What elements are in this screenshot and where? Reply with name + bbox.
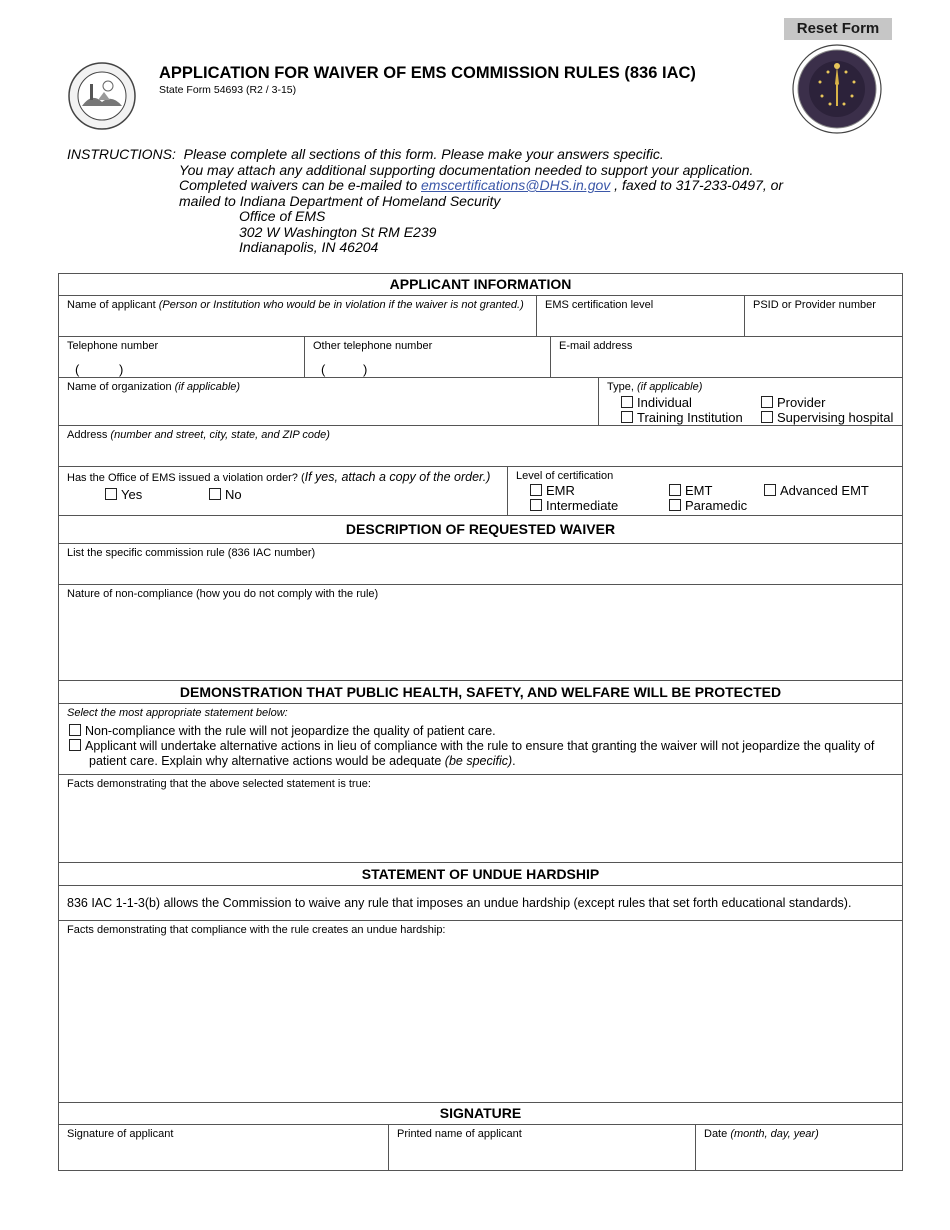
type-individual-option[interactable]: Individual	[621, 395, 692, 410]
statement-option-2[interactable]: Applicant will undertake alternative actions in lieu of compliance with the rule to ensure that granting the waiver will not jeopardize the quality of	[69, 739, 874, 754]
type-training-option[interactable]: Training Institution	[621, 410, 743, 425]
organization-field[interactable]: Name of organization (if applicable)	[59, 378, 599, 425]
checkbox[interactable]	[530, 484, 542, 496]
commission-rule-field[interactable]: List the specific commission rule (836 IAC number)	[59, 544, 902, 585]
section-description: DESCRIPTION OF REQUESTED WAIVER	[59, 516, 902, 544]
name-of-applicant-field[interactable]: Name of applicant (Person or Institution who would be in violation if the waiver is not granted.)	[59, 296, 537, 336]
instructions-line2: You may attach any additional supporting documentation needed to support your application.	[179, 162, 754, 178]
cert-emr-option[interactable]: EMR	[530, 483, 575, 498]
checkbox[interactable]	[530, 499, 542, 511]
violation-order-field: Has the Office of EMS issued a violation order? (If yes, attach a copy of the order.) Yes No	[59, 467, 508, 515]
instructions-line4: mailed to Indiana Department of Homeland Security	[179, 193, 501, 209]
checkbox[interactable]	[69, 724, 81, 736]
indiana-state-seal-icon	[68, 62, 136, 130]
form-title: APPLICATION FOR WAIVER OF EMS COMMISSION RULES (836 IAC)	[159, 64, 696, 82]
statement-select-area: Select the most appropriate statement below: Non-compliance with the rule will not jeopardize the quality of patient care. Applicant will undertake alternative actions in lieu of compliance with the rule to ensure that granting the waiver will not jeopardize the quality of patient care. Explain why alternative actions would be adequate (be specific).	[59, 704, 902, 775]
statement-option-2-cont: patient care. Explain why alternative actions would be adequate (be specific).	[89, 754, 516, 768]
row-organization	[59, 378, 902, 426]
checkbox[interactable]	[621, 396, 633, 408]
cert-emt-option[interactable]: EMT	[669, 483, 712, 498]
row-violation	[59, 467, 902, 516]
type-provider-option[interactable]: Provider	[761, 395, 825, 410]
cert-intermediate-option[interactable]: Intermediate	[530, 498, 618, 513]
checkbox[interactable]	[105, 488, 117, 500]
printed-name-field[interactable]: Printed name of applicant	[389, 1125, 696, 1170]
ems-certification-level-field[interactable]: EMS certification level	[537, 296, 745, 336]
type-supervising-option[interactable]: Supervising hospital	[761, 410, 893, 425]
reset-form-button[interactable]: Reset Form	[784, 18, 892, 40]
email-link[interactable]: emscertifications@DHS.in.gov	[421, 177, 611, 193]
non-compliance-field[interactable]: Nature of non-compliance (how you do not comply with the rule)	[59, 585, 902, 681]
address-line1: Office of EMS	[239, 208, 326, 224]
waiver-form	[58, 273, 903, 1171]
form-number: State Form 54693 (R2 / 3-15)	[159, 84, 297, 96]
psid-field[interactable]: PSID or Provider number	[753, 299, 876, 311]
facts-hardship-field[interactable]: Facts demonstrating that compliance with the rule creates an undue hardship:	[59, 921, 902, 1103]
violation-yes-option[interactable]: Yes	[105, 487, 142, 502]
checkbox[interactable]	[761, 411, 773, 423]
instructions-line3: Completed waivers can be e-mailed to emscertifications@DHS.in.gov , faxed to 317-233-0497, or	[179, 177, 784, 193]
facts-statement-field[interactable]: Facts demonstrating that the above selected statement is true:	[59, 775, 902, 863]
checkbox[interactable]	[761, 396, 773, 408]
date-field[interactable]: Date (month, day, year)	[704, 1128, 819, 1140]
checkbox[interactable]	[764, 484, 776, 496]
homeland-security-seal-icon	[792, 44, 882, 134]
email-address-field[interactable]: E-mail address	[559, 340, 633, 352]
violation-no-option[interactable]: No	[209, 487, 242, 502]
address-line2: 302 W Washington St RM E239	[239, 224, 437, 240]
other-telephone-field[interactable]: Other telephone number ( )	[305, 337, 551, 377]
cert-paramedic-option[interactable]: Paramedic	[669, 498, 747, 513]
instructions-line1: INSTRUCTIONS: Please complete all sections of this form. Please make your answers specific.	[67, 146, 664, 162]
row-applicant-name	[59, 296, 902, 337]
address-line3: Indianapolis, IN 46204	[239, 239, 379, 255]
section-applicant-information: APPLICANT INFORMATION	[59, 274, 902, 296]
section-hardship: STATEMENT OF UNDUE HARDSHIP	[59, 863, 902, 886]
statement-option-1[interactable]: Non-compliance with the rule will not jeopardize the quality of patient care.	[69, 724, 496, 739]
level-of-certification-field: Level of certification EMR EMT Advanced EMT Intermediate Paramedic	[516, 470, 869, 513]
section-signature: SIGNATURE	[59, 1103, 902, 1125]
section-demonstration: DEMONSTRATION THAT PUBLIC HEALTH, SAFETY, AND WELFARE WILL BE PROTECTED	[59, 681, 902, 704]
telephone-field[interactable]: Telephone number ( )	[59, 337, 305, 377]
cert-advanced-emt-option[interactable]: Advanced EMT	[764, 483, 869, 498]
checkbox[interactable]	[669, 484, 681, 496]
signature-field[interactable]: Signature of applicant	[59, 1125, 389, 1170]
checkbox[interactable]	[209, 488, 221, 500]
row-signature	[59, 1125, 902, 1170]
address-field[interactable]: Address (number and street, city, state, and ZIP code)	[59, 426, 902, 467]
checkbox[interactable]	[669, 499, 681, 511]
checkbox[interactable]	[621, 411, 633, 423]
checkbox[interactable]	[69, 739, 81, 751]
hardship-statement: 836 IAC 1-1-3(b) allows the Commission to waive any rule that imposes an undue hardship (except rules that set forth educational standards).	[59, 886, 902, 921]
type-field: Type, (if applicable) Individual Provider Training Institution Supervising hospital	[607, 381, 894, 425]
row-telephone	[59, 337, 902, 378]
